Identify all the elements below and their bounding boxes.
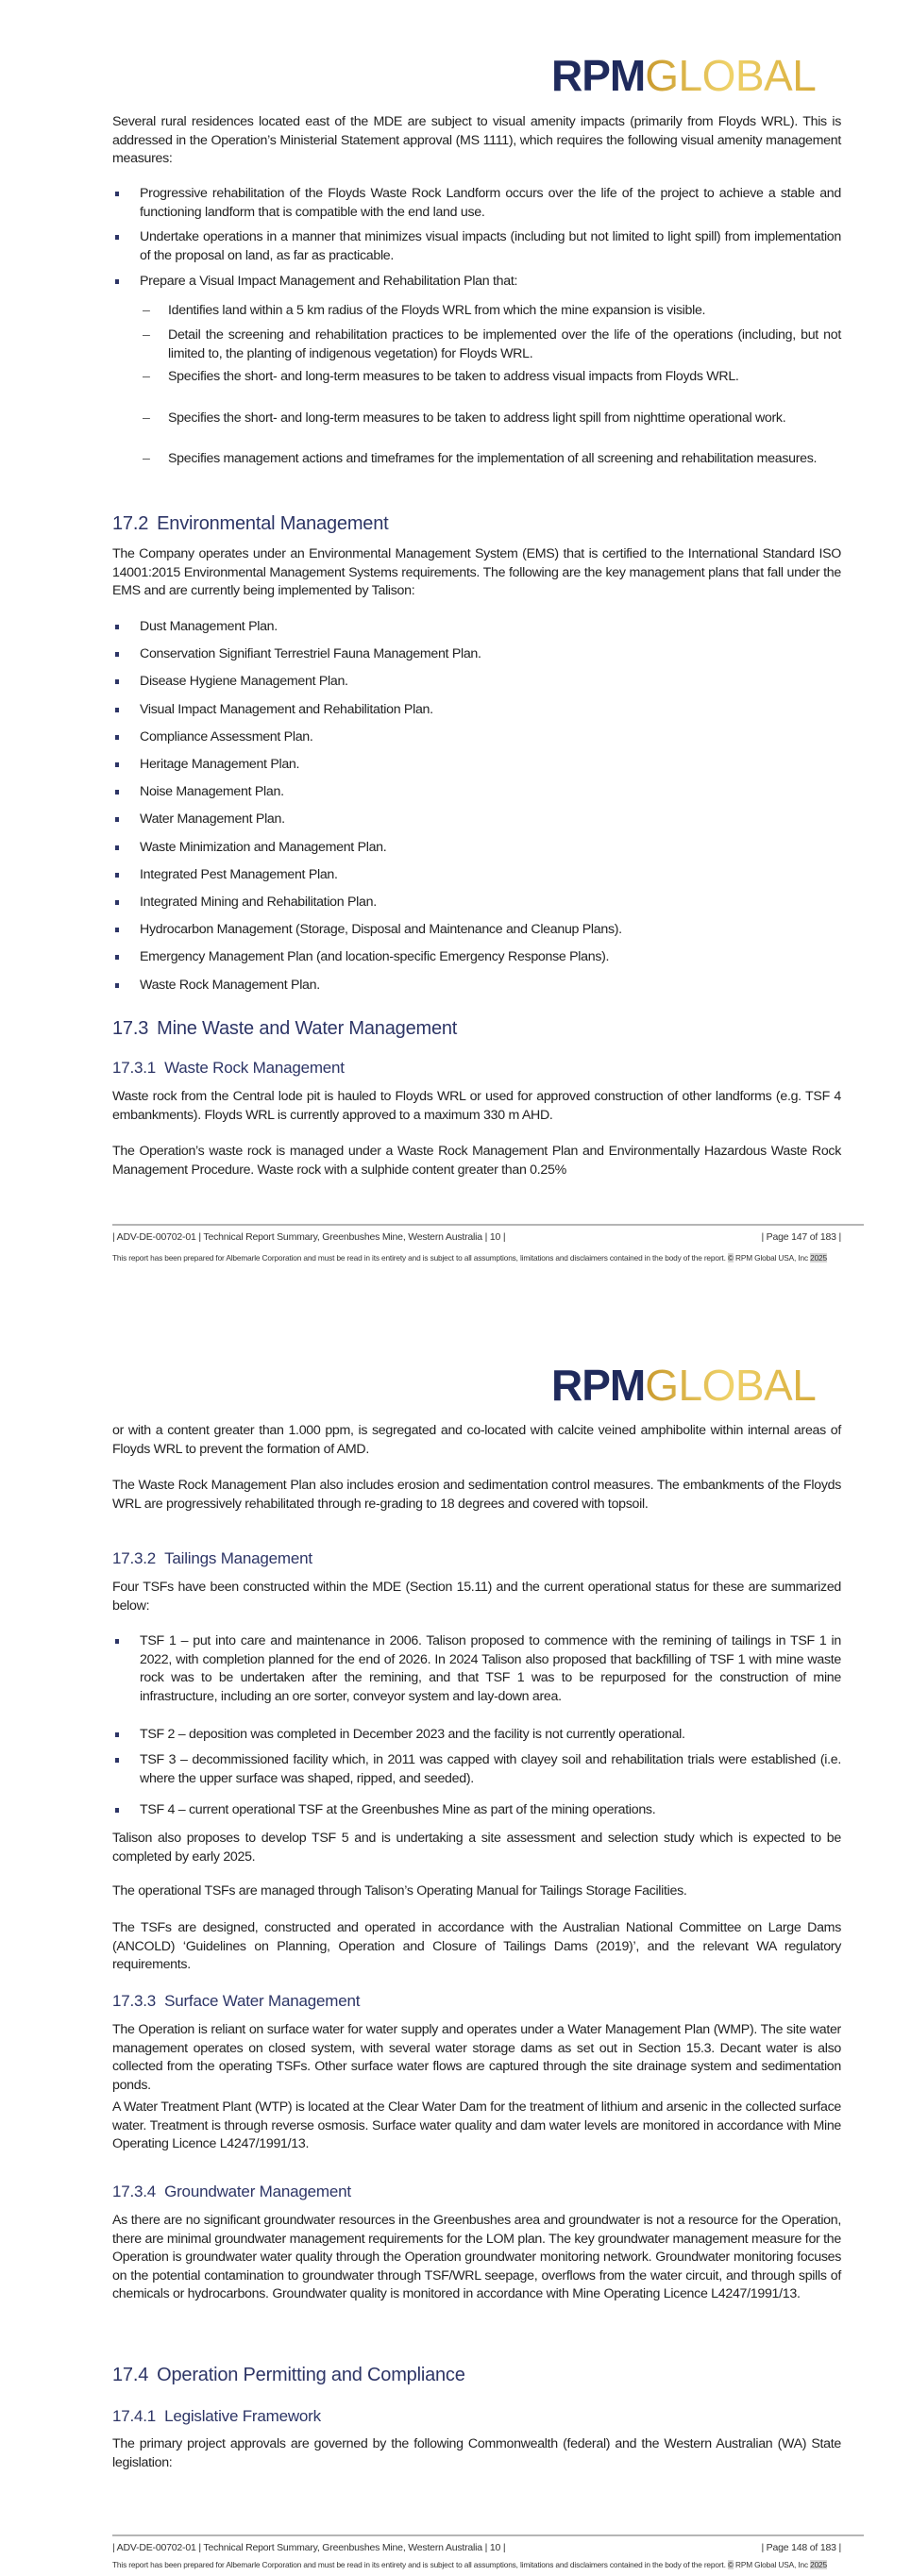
page-number: | Page 147 of 183 | [761, 1231, 841, 1243]
paragraph-legislation: The primary project approvals are governed by the following Commonwealth (federal) and the Western Australian (WA) State legislation: [112, 2436, 841, 2470]
management-plan-item: Visual Impact Management and Rehabilitation Plan. [112, 701, 841, 720]
disclaimer-year: 2025 [810, 2560, 827, 2569]
management-plan-item: Water Management Plan. [112, 811, 841, 829]
copyright-symbol: © [727, 1253, 734, 1263]
management-plan-item: Conservation Signifiant Terrestriel Fauna Management Plan. [112, 645, 841, 664]
sub-bullet-item [140, 326, 841, 363]
management-plan-item: Hydrocarbon Management (Storage, Disposal and Maintenance and Cleanup Plans). [112, 921, 841, 940]
disclaimer-year: 2025 [810, 1253, 827, 1263]
section-title: Waste Rock Management [164, 1059, 345, 1077]
paragraph-tsf5: Talison also proposes to develop TSF 5 and is undertaking a site assessment and selection study which is expected to be completed by early 2025. [112, 1831, 841, 1865]
logo-global: GLOBAL [645, 51, 817, 100]
section-title: Surface Water Management [164, 1992, 361, 2010]
section-heading-17-3-1 [112, 1059, 345, 1078]
logo-rpm: RPM [551, 1361, 646, 1410]
paragraph-visual-amenity: Several rural residences located east of the MDE are subject to visual amenity impacts (primarily from Floyds WRL). This is addressed in the Operation’s Ministerial Statement approval (MS 1111), which requires the following visual amenity management measures: [112, 114, 841, 166]
bullet-item: Undertake operations in a manner that minimizes visual impacts (including but not limited to light spill) from implementation of the proposal on land, as far as practicable. [112, 228, 841, 265]
paragraph-waste-rock-2: The Operation’s waste rock is managed under a Waste Rock Management Plan and Environmentally Hazardous Waste Rock Management Procedure. Waste rock with a sulphide content greater than 0.25% [112, 1144, 841, 1178]
footer-doc-info: | ADV-DE-00702-01 | Technical Report Summary, Greenbushes Mine, Western Australia | 10 | [112, 1231, 506, 1243]
paragraph-groundwater: As there are no significant groundwater resources in the Greenbushes area and groundwater is not a resource for the Operation, there are minimal groundwater management requirements for the LOM plan. The key groundwater management measure for the Operation is groundwater water quality through the Operation groundwater monitoring network. Groundwater monitoring focuses on the potential contamination to groundwater through TSF/WRL seepage, overflows from the water circuit, and through spills of chemicals or hydrocarbons. Groundwater quality is monitored in accordance with Mine Operating Licence L4247/1991/13. [112, 2213, 841, 2301]
section-heading-17-3-3 [112, 1992, 360, 2011]
logo-global: GLOBAL [645, 1361, 817, 1410]
paragraph-ancold: The TSFs are designed, constructed and operated in accordance with the Australian National Committee on Large Dams (ANCOLD) ‘Guidelines on Planning, Operation and Closure of Tailings Dams (2019)’, and the relevant WA regulatory requirements. [112, 1920, 841, 1972]
footer-divider [112, 1224, 864, 1226]
disclaimer-company: RPM Global USA, Inc [733, 1253, 811, 1263]
dash-icon: – [143, 451, 150, 466]
section-heading-17-3-4 [112, 2183, 351, 2201]
rpmglobal-logo [551, 51, 853, 100]
section-title: Groundwater Management [164, 2183, 351, 2200]
section-title: Mine Waste and Water Management [157, 1018, 458, 1039]
bullet-item: Prepare a Visual Impact Management and Rehabilitation Plan that: [112, 273, 841, 292]
tsf-bullet: TSF 3 – decommissioned facility which, in 2011 was capped with clayey soil and rehabilitation trials were established (i.e. where the upper surface was shaped, ripped, and seeded). [112, 1751, 841, 1788]
tsf-bullet: TSF 1 – put into care and maintenance in 2006. Talison proposed to commence with the remining of tailings in TSF 1 in 2022, with completion planned for the end of 2026. In 2024 Talison also proposed that backfilling of TSF 1 with mine waste rock was to be undertaken after the remining, and that TSF 1 was to be repurposed for the construction of mine infrastructure, including an ore sorter, conveyor system and lay-down area. [112, 1632, 841, 1706]
management-plan-item: Dust Management Plan. [112, 618, 841, 637]
page-footer [112, 2542, 841, 2553]
paragraph-erosion: The Waste Rock Management Plan also includes erosion and sedimentation control measures. The embankments of the Floyds WRL are progressively rehabilitated through re-grading to 18 degrees and covered with topsoil. [112, 1478, 841, 1512]
section-heading-17-3-2 [112, 1549, 312, 1568]
sub-bullet-item [140, 368, 841, 387]
footer-divider [112, 2534, 864, 2536]
paragraph-surface-water: The Operation is reliant on surface water for water supply and operates under a Water Management Plan (WMP). The site water management operates on closed system, with several water storage dams as set out in Section 15.3. Decant water is also collected from the operating TSFs. Other surface water flows are captured through the site drainage system and sedimentation ponds. [112, 2022, 841, 2093]
sub-bullet-text: Specifies management actions and timeframes for the implementation of all screening and rehabilitation measures. [168, 451, 818, 466]
rpmglobal-logo [551, 1361, 853, 1410]
sub-bullet-item [140, 450, 841, 469]
management-plan-item: Waste Rock Management Plan. [112, 977, 841, 995]
sub-bullet-text: Specifies the short- and long-term measures to be taken to address visual impacts from Floyds WRL. [168, 369, 739, 384]
sub-bullet-text: Specifies the short- and long-term measures to be taken to address light spill from nighttime operational work. [168, 410, 786, 426]
management-plan-item: Compliance Assessment Plan. [112, 728, 841, 747]
dash-icon: – [143, 369, 150, 384]
management-plan-item: Noise Management Plan. [112, 783, 841, 802]
section-title: Tailings Management [164, 1549, 312, 1567]
section-title: Environmental Management [157, 513, 389, 534]
section-number: 17.3.3 [112, 1992, 157, 2010]
section-number: 17.3.4 [112, 2183, 157, 2200]
page-footer [112, 1231, 841, 1243]
section-title: Operation Permitting and Compliance [157, 2365, 465, 2385]
management-plan-item: Integrated Mining and Rehabilitation Plan. [112, 894, 841, 912]
dash-icon: – [143, 303, 150, 318]
footer-disclaimer [112, 1253, 841, 1264]
section-number: 17.4 [112, 2365, 149, 2385]
section-heading-17-4 [112, 2365, 465, 2386]
section-number: 17.3 [112, 1018, 149, 1039]
sub-bullet-text: Identifies land within a 5 km radius of the Floyds WRL from which the mine expansion is visible. [168, 303, 706, 318]
paragraph-tsfs: Four TSFs have been constructed within the MDE (Section 15.11) and the current operational status for these are summarized below: [112, 1580, 841, 1614]
sub-bullet-item [140, 410, 841, 428]
management-plan-item: Waste Minimization and Management Plan. [112, 839, 841, 858]
paragraph-ems: The Company operates under an Environmental Management System (EMS) that is certified to the International Standard ISO 14001:2015 Environmental Management Systems requirements. The following are the key management plans that fall under the EMS and are currently being implemented by Talison: [112, 546, 841, 598]
sub-bullet-text: Detail the screening and rehabilitation practices to be implemented over the life of the operations (including, but not limited to, the planting of indigenous vegetation) for Floyds WRL. [168, 327, 841, 361]
logo-rpm: RPM [551, 51, 646, 100]
footer-doc-info: | ADV-DE-00702-01 | Technical Report Summary, Greenbushes Mine, Western Australia | 10 | [112, 2542, 506, 2553]
dash-icon: – [143, 410, 150, 426]
dash-icon: – [143, 327, 150, 343]
paragraph-continued: or with a content greater than 1.000 ppm, is segregated and co-located with calcite veined amphibolite within internal areas of Floyds WRL to prevent the formation of AMD. [112, 1423, 841, 1457]
management-plan-item: Disease Hygiene Management Plan. [112, 673, 841, 692]
tsf-bullet: TSF 4 – current operational TSF at the Greenbushes Mine as part of the mining operations. [112, 1801, 841, 1820]
bullet-item: Progressive rehabilitation of the Floyds Waste Rock Landform occurs over the life of the project to achieve a stable and functioning landform that is compatible with the end land use. [112, 185, 841, 222]
section-number: 17.4.1 [112, 2407, 157, 2425]
section-number: 17.2 [112, 513, 149, 534]
management-plan-item: Heritage Management Plan. [112, 756, 841, 775]
management-plan-item: Emergency Management Plan (and location-specific Emergency Response Plans). [112, 948, 841, 967]
section-title: Legislative Framework [164, 2407, 321, 2425]
disclaimer-company: RPM Global USA, Inc [733, 2560, 811, 2569]
paragraph-operating-manual: The operational TSFs are managed through Talison’s Operating Manual for Tailings Storage Facilities. [112, 1883, 687, 1899]
section-number: 17.3.1 [112, 1059, 157, 1077]
footer-disclaimer [112, 2560, 841, 2571]
section-heading-17-4-1 [112, 2407, 321, 2426]
disclaimer-text: This report has been prepared for Albemarle Corporation and must be read in its entirety and is subject to all assumptions, limitations and disclaimers contained in the body of the report. [112, 1253, 728, 1263]
page-number: | Page 148 of 183 | [761, 2542, 841, 2553]
copyright-symbol: © [727, 2560, 734, 2569]
sub-bullet-item [140, 302, 841, 321]
paragraph-wtp: A Water Treatment Plant (WTP) is located at the Clear Water Dam for the treatment of lithium and arsenic in the collected surface water. Treatment is through reverse osmosis. Surface water quality and dam water levels are monitored in accordance with Mine Operating Licence L4247/1991/13. [112, 2099, 841, 2151]
section-heading-17-2 [112, 513, 388, 535]
paragraph-waste-rock-1: Waste rock from the Central lode pit is hauled to Floyds WRL or used for approved construction of other landforms (e.g. TSF 4 embankments). Floyds WRL is currently approved to a maximum 330 m AHD. [112, 1089, 841, 1123]
tsf-bullet: TSF 2 – deposition was completed in December 2023 and the facility is not currently operational. [112, 1726, 841, 1745]
section-number: 17.3.2 [112, 1549, 157, 1567]
disclaimer-text: This report has been prepared for Albemarle Corporation and must be read in its entirety and is subject to all assumptions, limitations and disclaimers contained in the body of the report. [112, 2560, 728, 2569]
management-plan-item: Integrated Pest Management Plan. [112, 866, 841, 885]
section-heading-17-3 [112, 1018, 457, 1040]
